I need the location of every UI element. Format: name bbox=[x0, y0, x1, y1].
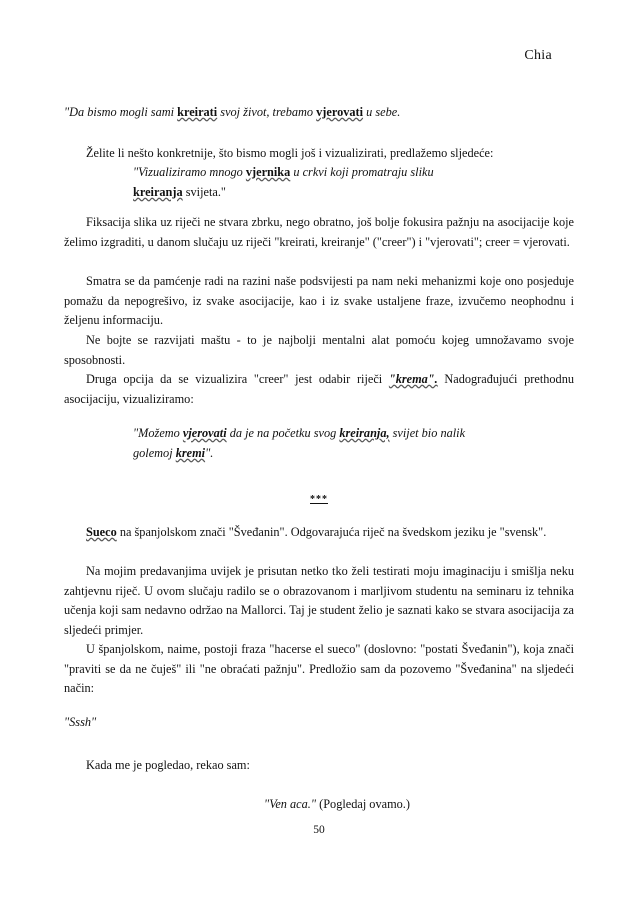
sssh-text: "Sssh" bbox=[64, 715, 97, 729]
quote-keyword-kreirati: kreirati bbox=[177, 105, 218, 119]
ven-aca-translation: (Pogledaj ovamo.) bbox=[316, 797, 410, 811]
viz-part: u crkvi koji promatraju sliku bbox=[290, 165, 434, 179]
p6-part: na španjolskom znači "Šveđanin". Odgovarajuća riječ na švedskom jeziku je "svensk". bbox=[116, 525, 547, 539]
quote-part: u sebe. bbox=[363, 105, 401, 119]
paragraph-hacerse-el-sueco: U španjolskom, naime, postoji fraza "hacerse el sueco" (doslovno: "postati Šveđanin"), koja znači "praviti se da ne čuješ" ili "ne obraćati pažnju". Predložio sam da pozovemo "Šveđanina" na sljedeći način: bbox=[64, 642, 574, 696]
paragraph-pogledao: Kada me je pogledao, rekao sam: bbox=[86, 758, 250, 772]
paragraph-sueco bbox=[64, 523, 574, 543]
ven-aca-line bbox=[18, 795, 638, 815]
paragraph-fiksacija: Fiksacija slika uz riječi ne stvara zbrku, nego obratno, još bolje fokusira pažnju na asocijacije koje želimo izgraditi, u danom slučaju uz riječi "kreirati, kreiranje" ("creer") i "vjerovati"; creer = vjerovati. bbox=[64, 215, 574, 249]
viz-keyword-kreiranja: kreiranja bbox=[133, 184, 183, 199]
paragraph-masta: Ne bojte se razvijati maštu - to je najbolji mentalni alat pomoću kojeg umnožavamo svoje sposobnosti. bbox=[64, 333, 574, 367]
paragraph-pamcenje: Smatra se da pamćenje radi na razini naše podsvijesti pa nam neki mehanizmi koje ono posjeduje pomažu da nepogrešivo, iz svake asocijacije, kao i iz svake ustaljene fraze, izvučemo neophodnu i željenu informaciju. bbox=[64, 274, 574, 328]
visualization-block-1 bbox=[133, 163, 513, 202]
moz-part: "Možemo bbox=[133, 426, 183, 440]
moz-part: da je na početku svog bbox=[226, 426, 340, 440]
viz-part: svijeta." bbox=[182, 184, 226, 199]
running-header-author: Chia bbox=[524, 48, 552, 63]
keyword-sueco: Sueco bbox=[86, 525, 117, 539]
paragraph-predavanja: Na mojim predavanjima uvijek je prisutan netko tko želi testirati moju imaginaciju i smišlja neku zahtjevnu riječ. U ovom slučaju radilo se o obrazovanom i marljivom studentu na seminaru iz tehnika učenja koji sam nedavno održao na Mallorci. Taj je student želio je saznati kako se stvara asocijacija za sljedeći primjer. bbox=[64, 564, 574, 637]
visualization-block-2 bbox=[133, 424, 503, 463]
moz-keyword-kreiranja: kreiranja, bbox=[339, 426, 390, 440]
sssh-line bbox=[64, 713, 574, 733]
moz-keyword-kremi: kremi bbox=[175, 445, 206, 460]
quote-part: "Da bismo mogli sami bbox=[64, 105, 178, 119]
moz-keyword-vjerovati: vjerovati bbox=[182, 426, 227, 440]
quote-keyword-vjerovati: vjerovati bbox=[316, 105, 364, 119]
section-separator: *** bbox=[310, 494, 328, 505]
viz-part: "Vizualiziramo mnogo bbox=[133, 165, 246, 179]
paragraph-krema bbox=[64, 370, 574, 409]
opening-quote bbox=[64, 103, 574, 123]
viz-keyword-vjernika: vjernika bbox=[245, 165, 291, 179]
p5-part: Nadograđujući prethodnu asocijaciju, vizualiziramo: bbox=[64, 372, 574, 406]
moz-part: ". bbox=[205, 445, 214, 460]
p5-part: Druga opcija da se vizualizira "creer" jest odabir riječi bbox=[86, 372, 389, 386]
ven-aca-text: "Ven aca." bbox=[264, 797, 317, 811]
keyword-krema: "krema". bbox=[388, 372, 438, 386]
moz-part: svijet bio nalik golemoj bbox=[133, 426, 466, 460]
paragraph-suggestion: Želite li nešto konkretnije, što bismo mogli još i vizualizirati, predlažemo sljedeće: bbox=[86, 146, 494, 160]
page-number: 50 bbox=[313, 824, 325, 836]
quote-part: svoj život, trebamo bbox=[217, 105, 317, 119]
